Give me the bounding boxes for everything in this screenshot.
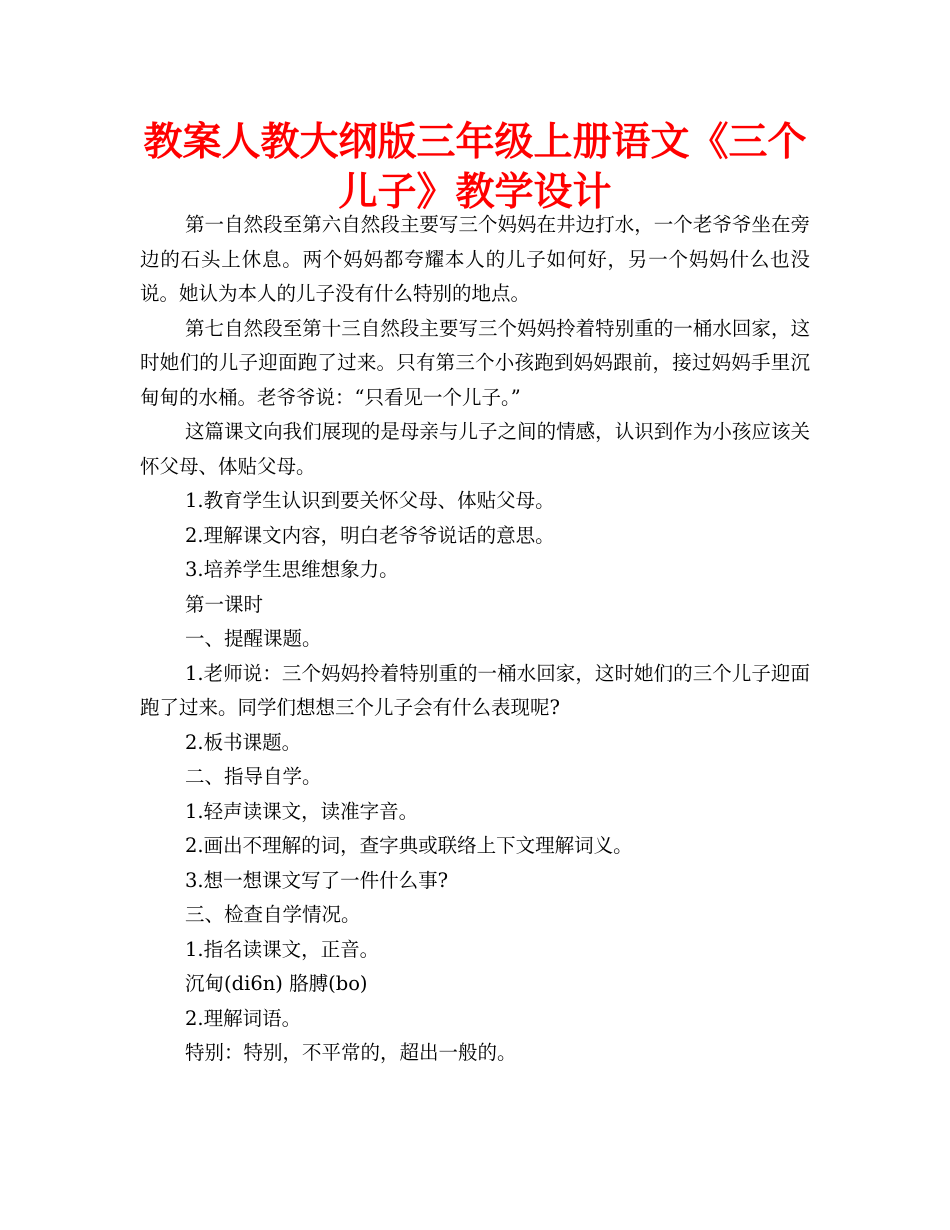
section-heading: 二、指导自学。 bbox=[185, 765, 322, 788]
paragraph: 这篇课文向我们展现的是母亲与儿子之间的情感，认识到作为小孩应该关怀父母、体贴父母。 bbox=[140, 420, 810, 478]
objective-item: 2.理解课文内容，明白老爷爷说话的意思。 bbox=[185, 523, 555, 547]
section-heading: 三、检查自学情况。 bbox=[185, 903, 361, 926]
list-item: 2.板书课题。 bbox=[185, 730, 302, 754]
list-item: 2.理解词语。 bbox=[185, 1006, 302, 1030]
pronunciation-note: 沉甸(di6n) 胳膊(bo) bbox=[185, 972, 368, 995]
document-title: 教案人教大纲版三年级上册语文《三个儿子》教学设计 bbox=[143, 120, 807, 215]
document-body bbox=[140, 208, 810, 1071]
objective-item: 3.培养学生思维想象力。 bbox=[185, 558, 399, 581]
definition: 特别：特别，不平常的，超出一般的。 bbox=[185, 1041, 517, 1064]
list-item: 1.指名读课文，正音。 bbox=[185, 937, 380, 961]
list-item: 1.轻声读课文，读准字音。 bbox=[185, 799, 419, 823]
list-item: 1.老师说：三个妈妈拎着特别重的一桶水回家，这时她们的三个儿子迎面跑了过来。同学们想想三个儿子会有什么表现呢? bbox=[140, 661, 810, 719]
paragraph: 第一自然段至第六自然段主要写三个妈妈在井边打水，一个老爷爷坐在旁边的石头上休息。两个妈妈都夸耀本人的儿子如何好，另一个妈妈什么也没说。她认为本人的儿子没有什么特别的地点。 bbox=[140, 213, 810, 305]
objective-item: 1.教育学生认识到要关怀父母、体贴父母。 bbox=[185, 489, 555, 512]
section-heading: 第一课时 bbox=[185, 592, 264, 616]
section-heading: 一、提醒课题。 bbox=[185, 627, 322, 650]
list-item: 2.画出不理解的词，查字典或联络上下文理解词义。 bbox=[185, 834, 633, 857]
list-item: 3.想一想课文写了一件什么事? bbox=[185, 868, 449, 892]
paragraph: 第七自然段至第十三自然段主要写三个妈妈拎着特别重的一桶水回家，这时她们的儿子迎面跑了过来。只有第三个小孩跑到妈妈跟前，接过妈妈手里沉甸甸的水桶。老爷爷说：“只看见一个儿子。” bbox=[140, 316, 810, 409]
